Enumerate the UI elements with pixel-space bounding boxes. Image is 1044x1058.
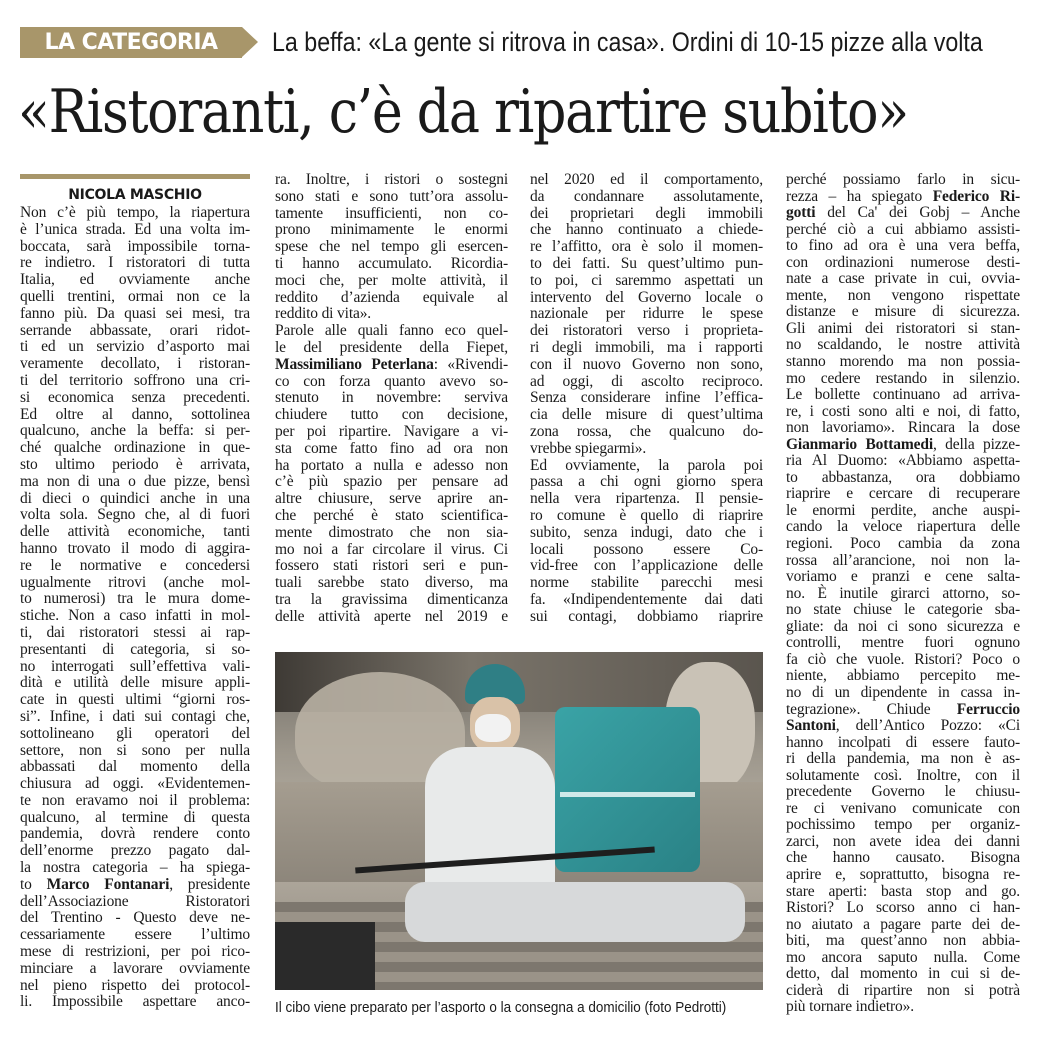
text-line: dell’enorme prezzo pagato dal- <box>20 842 250 860</box>
text-line: locali possono essere Co- <box>530 540 763 558</box>
text-line: vid-free con l’applicazione delle <box>530 557 763 575</box>
text-line: ro comune è quello di riaprire <box>530 506 763 524</box>
text-line: altre chiusure, serve aprire an- <box>275 490 508 508</box>
text-line: stare aperti: basta stop and go. <box>786 882 1020 900</box>
text-line: Le bollette continuano ad arriva- <box>786 386 1020 404</box>
text-line: no di un dipendente in cassa in- <box>786 683 1020 701</box>
text-line: zona rossa, che qualcuno do- <box>530 422 763 440</box>
text-line: presentanti di categoria, si so- <box>20 640 250 658</box>
text-line: fanno più. Da quasi sei mesi, tra <box>20 304 250 322</box>
text-line: zarci, non avete idea dei danni <box>786 832 1020 850</box>
text-line: Santoni, dell’Antico Pozzo: «Ci <box>786 717 1020 735</box>
text-line: volta sola. Segno che, al di fuori <box>20 506 250 524</box>
text-line: pochissimo tempo per organiz- <box>786 816 1020 834</box>
text-line: qualcuno, al termine di questa <box>20 808 250 826</box>
delivery-rider-photo <box>275 652 763 990</box>
text-line: cate in questi ultimi “giorni ros- <box>20 691 250 709</box>
text-line: ti del territorio soffrono una cri- <box>20 371 250 389</box>
text-line: to poi, ci saremmo aspettati un <box>530 271 763 289</box>
text-line: gotti del Ca' dei Gobj – Anche <box>786 204 1020 222</box>
text-line: dità e utilità delle misure appli- <box>20 674 250 692</box>
text-line: norme stabilite parecchi mesi <box>530 574 763 592</box>
text-line: niente, abbiamo percepito me- <box>786 667 1020 685</box>
text-line: fa. «Indipendentemente dai dati <box>530 590 763 608</box>
text-line: stenuto in novembre: serviva <box>275 389 508 407</box>
text-line: re le normative e concedersi <box>20 556 250 574</box>
text-line: Ed ovviamente, la parola poi <box>530 456 763 474</box>
text-line: regioni. Poco cambia da zona <box>786 535 1020 553</box>
text-line: co con forza quanto avevo so- <box>275 372 508 390</box>
text-line: Non c’è più tempo, la riapertura <box>20 204 250 221</box>
text-line: moci che, per molte attività, il <box>275 271 508 289</box>
text-line: ria Al Duomo: «Abbiamo aspetta- <box>786 452 1020 470</box>
photo-caption: Il cibo viene preparato per l’asporto o la consegna a domicilio (foto Pedrotti) <box>275 1000 727 1016</box>
text-line: to fino ad ora è una vera beffa, <box>786 237 1020 255</box>
text-line: re, i costi sono alti e noi, di fatto, <box>786 402 1020 420</box>
text-line: no. È inutile girarci attorno, so- <box>786 584 1020 602</box>
text-line: hanno trovato il modo di aggira- <box>20 539 250 557</box>
text-line: quelli trentini, ormai non ce la <box>20 287 250 305</box>
text-line: no aiutato a pagare parte dei de- <box>786 915 1020 933</box>
text-line: ti hanno accumulato. Ricordia- <box>275 254 508 272</box>
text-line: dei ristoratori verso i proprieta- <box>530 322 763 340</box>
text-line: ti ed un servizio d’asporto mai <box>20 338 250 356</box>
text-line: Massimiliano Peterlana: «Rivendi- <box>275 355 508 373</box>
text-line: è l’unica strada. Ed una volta im- <box>20 220 250 238</box>
text-line: intervento del Governo locale o <box>530 288 763 306</box>
text-line: mente dimostrato che non sia- <box>275 523 508 541</box>
text-line: dei proprietari degli immobili <box>530 204 763 222</box>
text-line: to abbastanza, ora dobbiamo <box>786 468 1020 486</box>
text-line: per poi ripartire. Navigare a vi- <box>275 422 508 440</box>
text-line: tra la gravissima dimenticanza <box>275 590 508 608</box>
text-line: ha portato a nulla e adesso non <box>275 456 508 474</box>
text-line: sottolineano gli operatori del <box>20 724 250 742</box>
text-line: qualcuno, anche la beffa: si per- <box>20 422 250 440</box>
text-line: reddito di vita». <box>275 305 372 323</box>
text-line: re l’affitto, ora è solo il momen- <box>530 238 763 256</box>
text-line: con ordinazioni numerose desti- <box>786 253 1020 271</box>
text-line: cia delle misure di quest’ultima <box>530 406 763 424</box>
text-line: to Marco Fontanari, presidente <box>20 875 250 893</box>
text-line: ugualmente ritrovi (anche mol- <box>20 573 250 591</box>
bicycle-frame <box>405 882 745 942</box>
text-line: stanno morendo ma non possia- <box>786 353 1020 371</box>
text-line: cessariamente essere l’ultimo <box>20 926 250 944</box>
text-line: con il nuovo Governo non sono, <box>530 355 763 373</box>
person-name: gotti <box>786 204 816 222</box>
text-line: no interrogati sull’effettiva vali- <box>20 657 250 675</box>
text-line: abbassati dal momento della <box>20 758 250 776</box>
text-line: da condannare assolutamente, <box>530 187 763 205</box>
text-line: ra. Inoltre, i ristori o sostegni <box>275 171 508 188</box>
text-line: c’è più spazio per pensare ad <box>275 473 508 491</box>
article-column-2 <box>275 172 508 626</box>
text-line: veramente decollato, i ristoran- <box>20 355 250 373</box>
text-line: la nostra categoria – ha spiega- <box>20 859 250 877</box>
person-name: Ferruccio <box>956 700 1020 718</box>
text-line: Gianmario Bottamedi, della pizze- <box>786 435 1020 453</box>
text-line: sono stati e sono tutt’ora assolu- <box>275 187 508 205</box>
text-line: nate a case private in cui, ovvia- <box>786 270 1020 288</box>
byline: NICOLA MASCHIO <box>68 187 202 203</box>
text-line: mo ancora saputo nulla. Come <box>786 948 1020 966</box>
text-line: sui contagi, dobbiamo riaprire <box>530 607 763 625</box>
text-line: stiche. Non a caso infatti in mol- <box>20 607 250 625</box>
section-kicker: LA CATEGORIA <box>20 27 242 58</box>
article-column-1 <box>20 205 250 1011</box>
text-line: mo cedere restando in silenzio. <box>786 369 1020 387</box>
text-line: del Trentino - Questo deve ne- <box>20 909 250 927</box>
text-line: tuali sarebbe stato diverso, ma <box>275 574 508 592</box>
text-line: rezza – ha spiegato Federico Ri- <box>786 187 1020 205</box>
text-line: li. Impossibile aspettare anco- <box>20 993 250 1011</box>
text-line: mo noi a far circolare il virus. Ci <box>275 540 508 558</box>
face-mask <box>475 714 511 742</box>
text-line: Senza considerare infine l’effica- <box>530 389 763 407</box>
text-line: sta come fatto fino ad ora non <box>275 439 508 457</box>
text-line: ad oggi, di ascolto reciproco. <box>530 372 763 390</box>
text-line: distanze e misure di sicurezza. <box>786 303 1020 321</box>
text-line: fossero stati ristori seri e pun- <box>275 557 508 575</box>
text-line: no state chiuse le categorie sba- <box>786 601 1020 619</box>
text-line: re ci venivano comunicate con <box>786 799 1020 817</box>
text-line: di dieci o quindici anche in una <box>20 489 250 507</box>
text-line: mese di restrizioni, per poi rico- <box>20 943 250 961</box>
text-line: dell’Associazione Ristoratori <box>20 892 250 910</box>
headline: «Ristoranti, c’è da ripartire subito» <box>18 77 908 147</box>
text-line: sto ultimo periodo è arrivata, <box>20 455 250 473</box>
text-line: si economica senza precedenti. <box>20 388 250 406</box>
text-line: riaprire e cercare di recuperare <box>786 485 1020 503</box>
text-line: solutamente così. Inoltre, con il <box>786 766 1020 784</box>
text-line: biti, ma quest’anno non abbia- <box>786 932 1020 950</box>
text-line: Gli animi dei ristoratori si stan- <box>786 319 1020 337</box>
text-line: ma non di una o due pizze, bensì <box>20 472 250 490</box>
person-name: Santoni <box>786 717 836 735</box>
text-line: mente, non vengono rispettate <box>786 286 1020 304</box>
subheadline: La beffa: «La gente si ritrova in casa». Ordini di 10-15 pizze alla volta <box>272 27 983 57</box>
text-line: aprire e, soprattutto, bisogna re- <box>786 865 1020 883</box>
text-line: fa ciò che vuole. Ristori? Poco o <box>786 650 1020 668</box>
text-line: chiusura ad oggi. «Evidentemen- <box>20 775 250 793</box>
text-line: re indietro. I ristoratori di tutta <box>20 254 250 272</box>
text-line: to numerosi) tra le mura dome- <box>20 590 250 608</box>
text-line: Ristori? Lo scorso anno ci han- <box>786 899 1020 917</box>
person-name: Massimiliano Peterlana <box>275 355 434 373</box>
person-name: Federico Ri- <box>932 187 1020 205</box>
text-line: pandemia, dovrà rendere conto <box>20 825 250 843</box>
text-line: perché ciò a cui abbiamo assisti- <box>786 220 1020 238</box>
text-line: cando la veloce riapertura delle <box>786 518 1020 536</box>
text-line: settore, non si sono per nulla <box>20 741 250 759</box>
text-line: prono minimamente le enormi <box>275 221 508 239</box>
text-line: tegrazione». Chiude Ferruccio <box>786 700 1020 718</box>
text-line: ciderà di ripartire non si potrà <box>786 981 1020 999</box>
text-line: le del presidente della Fiepet, <box>275 338 508 356</box>
text-line: rossa all’arancione, noi non la- <box>786 551 1020 569</box>
text-line: detto, dal momento in cui si de- <box>786 965 1020 983</box>
text-line: delle attività economiche, tanti <box>20 523 250 541</box>
text-line: tamente insufficienti, non co- <box>275 204 508 222</box>
text-line: nazionale per ridurre le spese <box>530 305 763 323</box>
text-line: gliate: da noi ci sono sicurezza e <box>786 617 1020 635</box>
text-line: reddito d’azienda equivale al <box>275 288 508 306</box>
text-line: si”. Infine, i dati sui contagi che, <box>20 707 250 725</box>
article-column-3 <box>530 172 763 626</box>
text-line: subito, senza indugi, dato che i <box>530 523 763 541</box>
text-line: passa a chi ogni giorno spera <box>530 473 763 491</box>
text-line: che hanno causato. Bisogna <box>786 849 1020 867</box>
text-line: controlli, mentre fuori ognuno <box>786 634 1020 652</box>
person-name: Marco Fontanari <box>46 875 170 893</box>
text-line: Italia, ed ovviamente anche <box>20 271 250 289</box>
byline-rule <box>20 174 250 179</box>
text-line: to dei fatti. Su quest’ultimo pun- <box>530 254 763 272</box>
text-line: serrande abbassate, orari ridot- <box>20 321 250 339</box>
text-line: che hanno continuato a chiede- <box>530 221 763 239</box>
text-line: Ed oltre al danno, sottolinea <box>20 405 250 423</box>
text-line: più tornare indietro». <box>786 998 914 1016</box>
text-line: Parole alle quali fanno eco quel- <box>275 322 508 340</box>
article-column-4 <box>786 172 1020 1016</box>
person-name: Gianmario Bottamedi <box>786 435 933 453</box>
text-line: voriamo e pranzi e cene salta- <box>786 568 1020 586</box>
text-line: ri degli immobili, ma i rapporti <box>530 338 763 356</box>
text-line: boccata, sarà impossibile torna- <box>20 237 250 255</box>
text-line: ché qualche ordinazione in que- <box>20 439 250 457</box>
text-line: spese che nel tempo gli esercen- <box>275 238 508 256</box>
text-line: minciare a lavorare ovviamente <box>20 959 250 977</box>
delivery-bag <box>555 707 700 872</box>
text-line: delle attività aperte nel 2019 e <box>275 607 508 625</box>
text-line: che perché è stato scientifica- <box>275 506 508 524</box>
text-line: chiudere tutto con decisione, <box>275 406 508 424</box>
bicycle-basket <box>275 922 375 990</box>
text-line: hanno incolpati di essere fauto- <box>786 733 1020 751</box>
bag-reflective-stripe <box>560 792 695 797</box>
text-line: nel 2020 ed il comportamento, <box>530 171 763 188</box>
text-line: te non eravamo noi il problema: <box>20 791 250 809</box>
text-line: perché possiamo farlo in sicu- <box>786 171 1020 188</box>
text-line: ri della pandemia, ma non è as- <box>786 750 1020 768</box>
text-line: vrebbe spiegarmi». <box>530 439 647 457</box>
text-line: nel pieno rispetto dei protocol- <box>20 976 250 994</box>
text-line: non lavoriamo». Rincara la dose <box>786 419 1020 437</box>
text-line: le enormi perdite, anche auspi- <box>786 501 1020 519</box>
text-line: no scaldando, le nostre attività <box>786 336 1020 354</box>
text-line: ti, dai ristoratori stessi ai rap- <box>20 623 250 641</box>
text-line: nella vera ripartenza. Il pensie- <box>530 490 763 508</box>
text-line: precedente Governo le chiusu- <box>786 783 1020 801</box>
